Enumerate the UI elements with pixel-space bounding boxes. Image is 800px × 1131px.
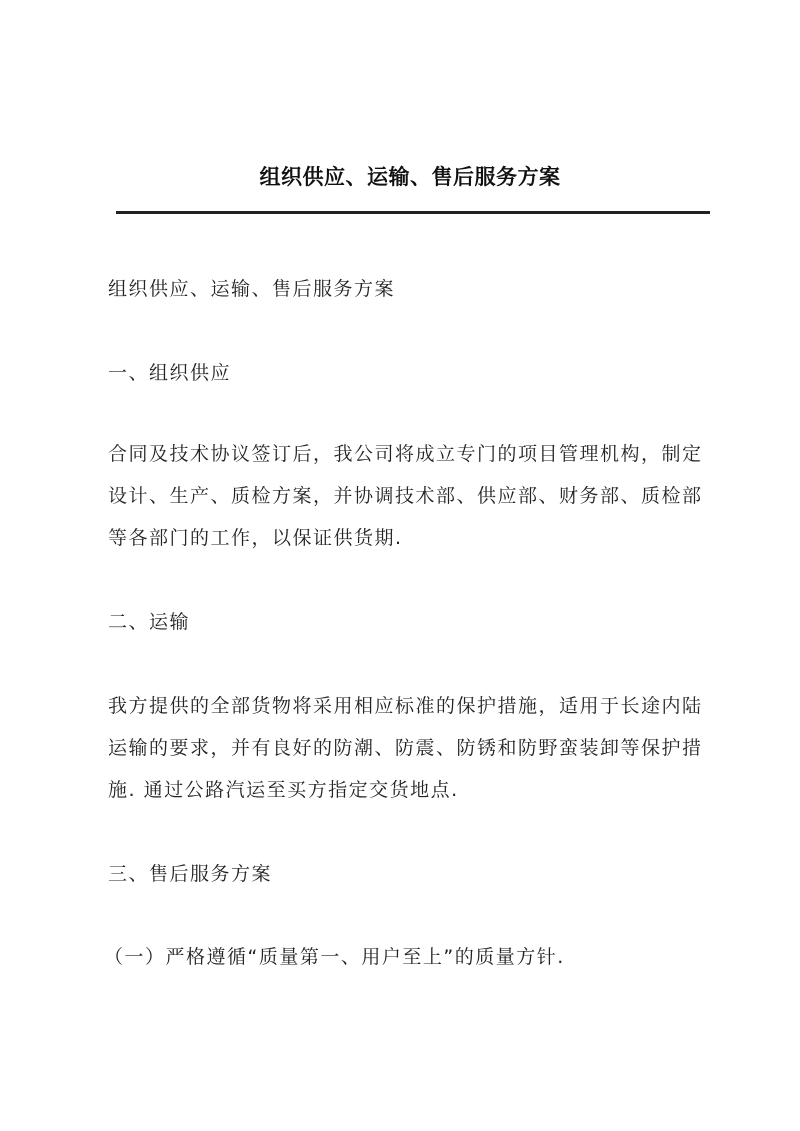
after-sales-list-item: （一）严格遵循“质量第一、用户至上”的质量方针. xyxy=(104,946,565,968)
section-heading-after-sales: 三、售后服务方案 xyxy=(108,863,273,885)
title-underline-divider xyxy=(116,211,710,214)
document-title: 组织供应、运输、售后服务方案 xyxy=(259,164,561,189)
section-heading-organize-supply: 一、组织供应 xyxy=(108,362,232,384)
section-heading-transport: 二、运输 xyxy=(108,611,191,633)
document-subtitle: 组织供应、运输、售后服务方案 xyxy=(108,278,396,300)
section-paragraph-transport: 我方提供的全部货物将采用相应标准的保护措施，适用于长途内陆运输的要求，并有良好的防潮、防震、防锈和防野蛮装卸等保护措施. 通过公路汽运至买方指定交货地点. xyxy=(108,695,703,801)
section-paragraph-organize-supply: 合同及技术协议签订后，我公司将成立专门的项目管理机构，制定设计、生产、质检方案，并协调技术部、供应部、财务部、质检部等各部门的工作，以保证供货期. xyxy=(108,443,703,549)
